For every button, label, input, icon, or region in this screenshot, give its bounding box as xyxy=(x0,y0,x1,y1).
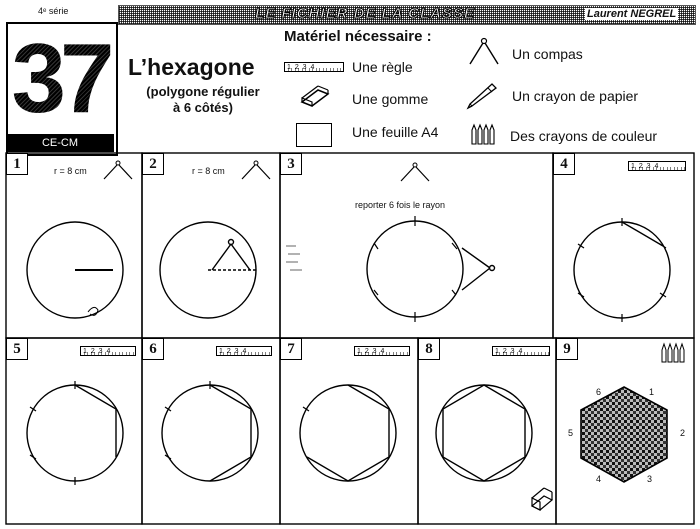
panel-4-circle xyxy=(574,222,670,318)
panel-3-compass-leg-a xyxy=(462,248,490,268)
panel-8-circle xyxy=(436,385,532,481)
banner-title: LE FICHIER DE LA CLASSE xyxy=(255,5,475,22)
panel-3-circle xyxy=(367,221,463,317)
panel-label-1: 1 xyxy=(6,153,28,175)
author-name: Laurent NEGREL xyxy=(587,8,677,20)
materials-title: Matériel nécessaire : xyxy=(284,28,432,45)
panel-4-ruler-icon: 1 2 3 4 xyxy=(628,161,686,171)
sheet-number: 37 xyxy=(6,22,114,134)
material-eraser-label: Une gomme xyxy=(352,91,429,107)
material-pencil-label: Un crayon de papier xyxy=(512,88,639,104)
panel-label-6: 6 xyxy=(142,338,164,360)
panel-7-sides xyxy=(307,385,389,481)
panel-2-radius-text: r = 8 cm xyxy=(192,166,225,176)
panel-label-9: 9 xyxy=(556,338,578,360)
panel-9-vertex-3: 3 xyxy=(647,474,653,484)
panel-9-vertex-4: 4 xyxy=(596,474,602,484)
serie-label: 4ᵉ série xyxy=(38,6,69,16)
panel-label-8: 8 xyxy=(418,338,440,360)
panel-9-vertex-1: 1 xyxy=(649,387,655,397)
panel-1-compass-icon xyxy=(104,161,132,179)
material-ruler-label: Une règle xyxy=(352,59,413,75)
panel-2-compass-leg-a xyxy=(212,244,231,270)
panel-8-ruler-icon: 1 2 3 4 xyxy=(492,346,550,356)
panel-6-ruler-icon: 1 2 3 4 xyxy=(216,346,272,356)
panel-9-vertex-5: 5 xyxy=(568,428,574,438)
panel-label-5: 5 xyxy=(6,338,28,360)
level-badge: CE-CM xyxy=(6,134,114,152)
panel-8-eraser-icon xyxy=(532,488,552,510)
panel-5-sides xyxy=(75,385,116,457)
subtitle-line-1: (polygone régulier xyxy=(146,84,260,99)
panel-3-compass-leg-b xyxy=(462,268,490,290)
panel-9-colored-pencils-icon xyxy=(662,344,684,362)
panel-3-instruction: reporter 6 fois le rayon xyxy=(355,200,446,210)
scan-noise xyxy=(286,246,302,270)
ruler-icon: 1 2 3 4 xyxy=(284,62,344,72)
panel-2-compass-hinge xyxy=(229,240,234,245)
panel-4-first-side xyxy=(622,222,663,246)
panel-label-3: 3 xyxy=(280,153,302,175)
panel-7-circle xyxy=(300,385,396,481)
panel-5-circle xyxy=(27,385,123,481)
panel-label-2: 2 xyxy=(142,153,164,175)
panel-9-colored-hexagon xyxy=(581,387,667,482)
page-title: L’hexagone xyxy=(128,54,255,80)
panel-9-vertex-2: 2 xyxy=(680,428,686,438)
subtitle-line-2: à 6 côtés) xyxy=(173,100,233,115)
panel-2-compass-icon xyxy=(242,161,270,179)
panel-5-ruler-icon: 1 2 3 4 xyxy=(80,346,136,356)
panel-8-hexagon xyxy=(443,385,525,481)
panel-label-7: 7 xyxy=(280,338,302,360)
panel-2-compass-leg-b xyxy=(231,244,250,270)
panel-1-radius-text: r = 8 cm xyxy=(54,166,87,176)
panel-9-vertex-6: 6 xyxy=(596,387,602,397)
material-colors-label: Des crayons de couleur xyxy=(510,128,658,144)
panel-6-circle xyxy=(162,385,258,481)
panel-label-4: 4 xyxy=(553,153,575,175)
material-sheet-label: Une feuille A4 xyxy=(352,124,439,140)
material-compass-label: Un compas xyxy=(512,46,583,62)
panel-3-compass-icon xyxy=(401,163,429,181)
panel-7-ruler-icon: 1 2 3 4 xyxy=(354,346,410,356)
